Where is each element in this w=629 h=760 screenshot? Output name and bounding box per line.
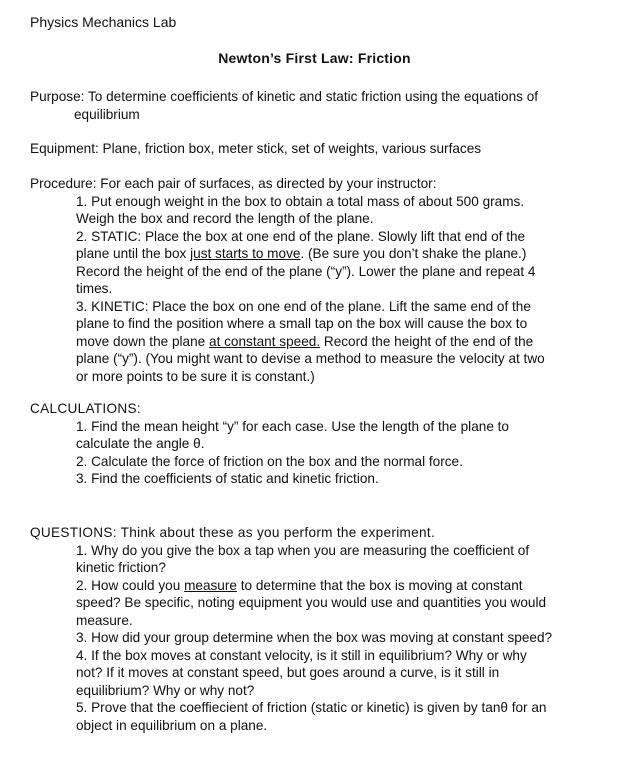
at-constant-speed-underlined: at constant speed. (209, 333, 321, 349)
procedure-step-3-line-4: plane (“y”). (You might want to devise a method to measure the velocity at two (76, 351, 545, 366)
equipment-text: Equipment: Plane, friction box, meter stick, set of weights, various surfaces (30, 141, 482, 156)
calculations-section (30, 400, 610, 488)
purpose-line-2: equilibrium (74, 106, 140, 122)
procedure-step-3-line-3-pre: move down the plane (76, 333, 210, 349)
calculations-item-3: 3. Find the coefficients of static and kinetic friction. (76, 471, 379, 486)
procedure-step-3-line-3-post: Record the height of the end of the (320, 333, 534, 349)
equipment-section (30, 140, 610, 158)
purpose-line-1: Purpose: To determine coefficients of kinetic and static friction using the equations of (30, 89, 539, 104)
procedure-step-2-line-1: 2. STATIC: Place the box at one end of the plane. Slowly lift that end of the (76, 228, 526, 244)
procedure-step-2-line-4: times. (76, 281, 113, 296)
procedure-step-2-line-2 (30, 245, 610, 263)
calculations-item-1-line-2: calculate the angle θ. (76, 436, 205, 451)
question-1-line-1: 1. Why do you give the box a tap when you are measuring the coefficient of (76, 542, 530, 558)
calculations-item-2: 2. Calculate the force of friction on the box and the normal force. (76, 453, 463, 469)
question-2-line-2: speed? Be specific, noting equipment you would use and quantities you would (76, 595, 547, 610)
procedure-intro: Procedure: For each pair of surfaces, as directed by your instructor: (30, 176, 437, 191)
calculations-item-1-line-1: 1. Find the mean height “y” for each case. Use the length of the plane to (76, 418, 509, 434)
question-2-line-3: measure. (76, 612, 133, 628)
questions-intro: QUESTIONS: Think about these as you perform the experiment. (30, 525, 436, 540)
procedure-step-3-line-2: plane to find the position where a small tap on the box will cause the box to (76, 316, 528, 331)
page-title: Newton’s First Law: Friction (218, 50, 411, 66)
procedure-step-1-line-1: 1. Put enough weight in the box to obtain a total mass of about 500 grams. (76, 193, 525, 209)
question-2-line-1-post: to determine that the box is moving at constant (236, 577, 523, 593)
procedure-step-3-line-1: 3. KINETIC: Place the box on one end of the plane. Lift the same end of the (76, 298, 531, 314)
procedure-step-1-line-2: Weigh the box and record the length of the plane. (76, 211, 374, 226)
calculations-heading: CALCULATIONS: (30, 401, 141, 416)
measure-underlined: measure (184, 577, 237, 593)
question-2-line-1-pre: 2. How could you (76, 577, 185, 593)
course-name: Physics Mechanics Lab (30, 14, 177, 30)
purpose-section (30, 88, 610, 123)
question-1-line-2: kinetic friction? (76, 560, 166, 575)
procedure-step-3-line-5: or more points to be sure it is constant.) (76, 368, 315, 384)
question-3: 3. How did your group determine when the box was moving at constant speed? (76, 630, 553, 645)
just-starts-to-move-underlined: just starts to move (190, 246, 301, 261)
question-2-line-1 (30, 577, 610, 595)
question-5-line-1: 5. Prove that the coeffiecient of friction (static or kinetic) is given by tanθ for an (76, 700, 547, 715)
procedure-section (30, 175, 610, 385)
questions-section (30, 524, 610, 734)
question-4-line-2: not? If it moves at constant speed, but goes around a curve, is it still in (76, 665, 500, 680)
procedure-step-2-line-3: Record the height of the end of the plane (“y”). Lower the plane and repeat 4 (76, 263, 536, 279)
question-5-line-2: object in equilibrium on a plane. (76, 717, 268, 733)
question-4-line-1: 4. If the box moves at constant velocity, is it still in equilibrium? Why or why (76, 647, 527, 663)
procedure-step-3-line-3 (30, 333, 610, 351)
procedure-step-2-line-2-pre: plane until the box (76, 246, 191, 261)
procedure-step-2-line-2-post: . (Be sure you don’t shake the plane.) (300, 246, 527, 261)
question-4-line-3: equilibrium? Why or why not? (76, 682, 255, 698)
